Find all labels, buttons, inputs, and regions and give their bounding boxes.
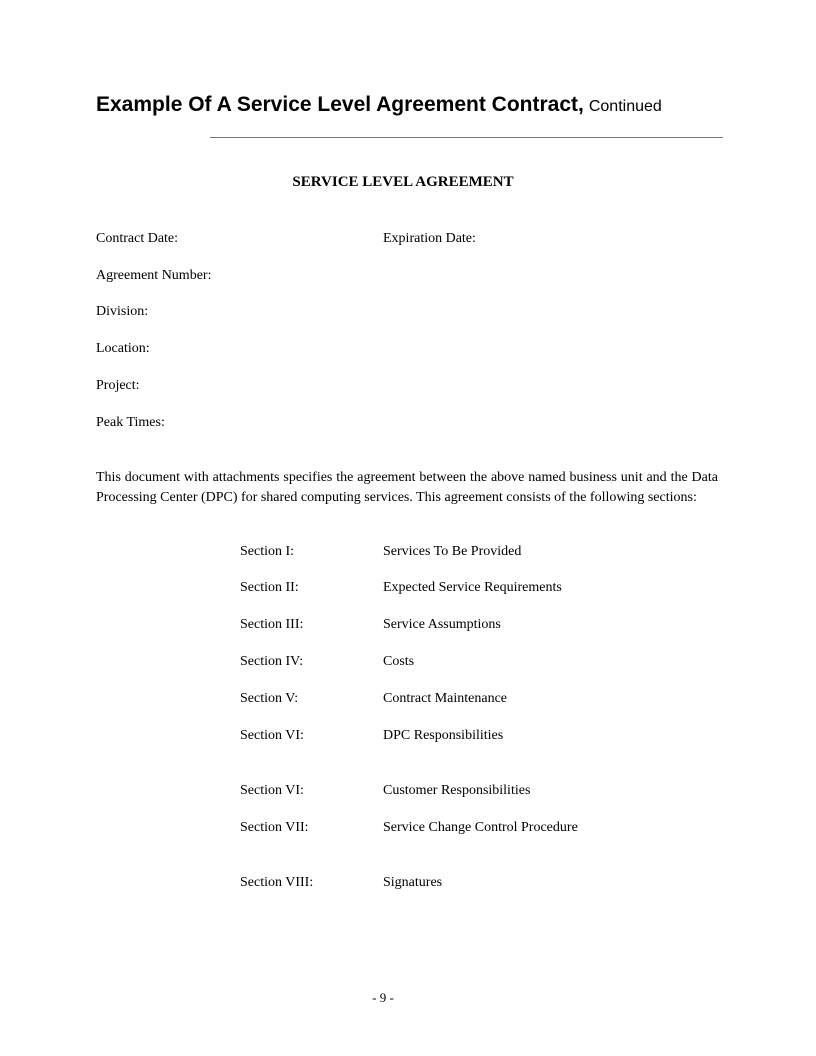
project-label: Project:	[96, 378, 140, 393]
section-number: Section VI:	[240, 728, 304, 743]
section-number: Section IV:	[240, 654, 304, 669]
section-number: Section V:	[240, 691, 299, 706]
section-title: DPC Responsibilities	[383, 728, 504, 743]
heading-continued: Continued	[588, 98, 662, 115]
page-heading	[96, 93, 662, 117]
section-title: Customer Responsibilities	[383, 783, 531, 798]
section-title: Contract Maintenance	[383, 691, 508, 706]
peak-times-label: Peak Times:	[96, 415, 165, 430]
page-number: - 9 -	[372, 990, 394, 1005]
expiration-date-label: Expiration Date:	[383, 231, 476, 246]
section-title: Signatures	[383, 875, 443, 890]
intro-paragraph: This document with attachments specifies the agreement between the above named business unit and the Data Processing Center (DPC) for shared computing services. This agreement consists of the following sections:	[96, 470, 718, 505]
section-number: Section VII:	[240, 820, 309, 835]
section-number: Section II:	[240, 580, 299, 595]
section-number: Section I:	[240, 544, 295, 559]
section-title: Costs	[383, 654, 415, 669]
section-title: Services To Be Provided	[383, 544, 522, 559]
section-title: Service Assumptions	[383, 617, 501, 632]
section-number: Section VIII:	[240, 875, 314, 890]
section-number: Section VI:	[240, 783, 304, 798]
heading-divider	[210, 137, 723, 138]
section-title: Service Change Control Procedure	[383, 820, 578, 835]
contract-date-label: Contract Date:	[96, 231, 179, 246]
location-label: Location:	[96, 341, 150, 356]
agreement-number-label: Agreement Number:	[96, 268, 212, 283]
document-title: SERVICE LEVEL AGREEMENT	[292, 174, 514, 190]
division-label: Division:	[96, 304, 149, 319]
section-title: Expected Service Requirements	[383, 580, 562, 595]
heading-title: Example Of A Service Level Agreement Contract,	[96, 93, 584, 116]
section-number: Section III:	[240, 617, 304, 632]
